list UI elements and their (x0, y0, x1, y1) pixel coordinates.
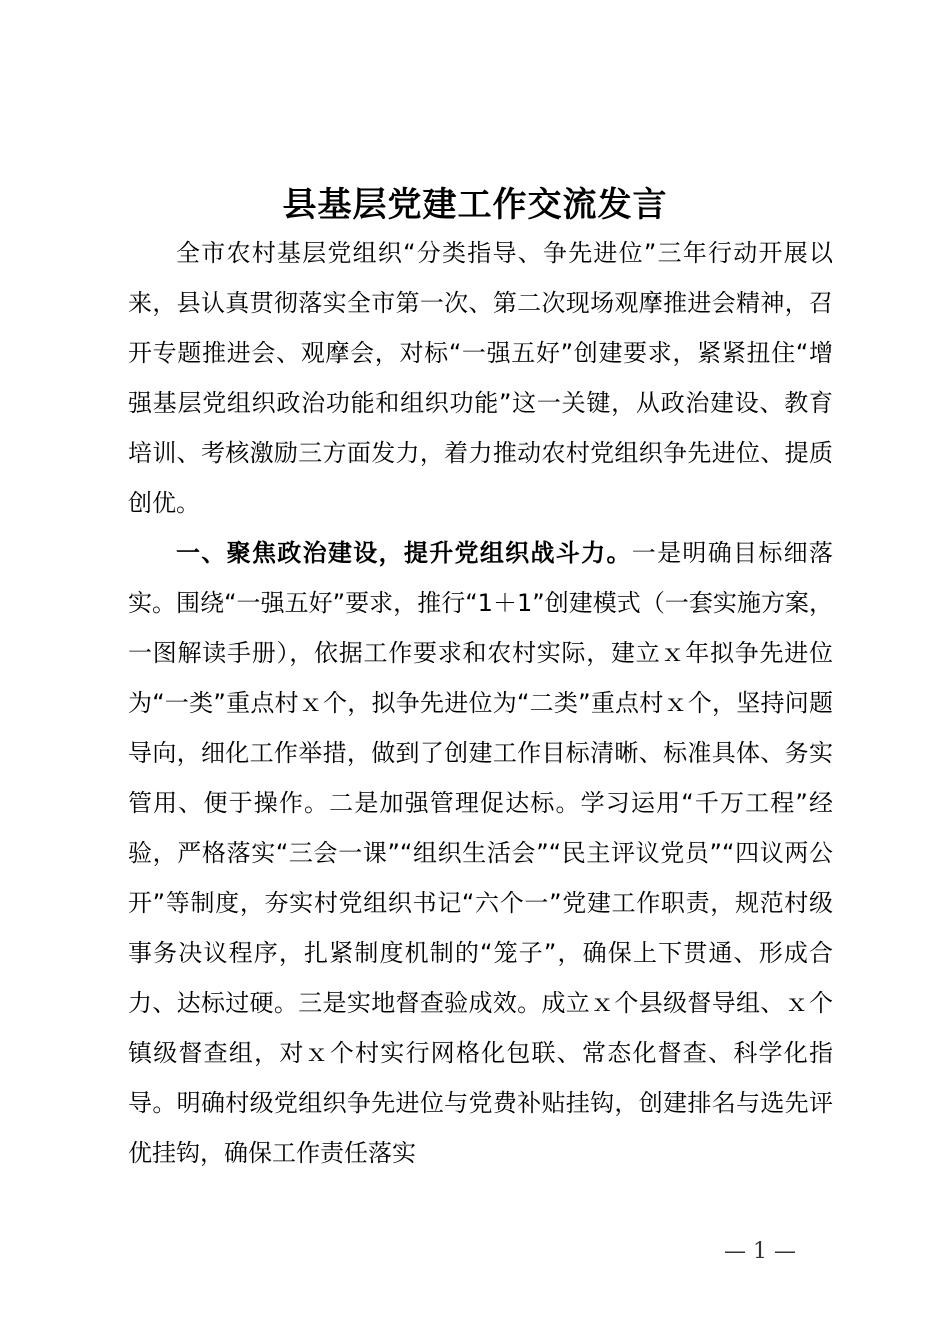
section-one-paragraph (128, 528, 833, 1178)
intro-paragraph: 全市农村基层党组织“分类指导、争先进位”三年行动开展以来，县认真贯彻落实全市第一次、第二次现场观摩推进会精神，召开专题推进会、观摩会，对标“一强五好”创建要求，紧紧扭住“增强基层党组织政治功能和组织功能”这一关键，从政治建设、教育培训、考核激励三方面发力，着力推动农村党组织争先进位、提质创优。 (128, 239, 833, 517)
section-one-body: 一是明确目标细落实。围绕“一强五好”要求，推行“1＋1”创建模式（一套实施方案，一图解读手册），依据工作要求和农村实际，建立ｘ年拟争先进位为“一类”重点村ｘ个，拟争先进位为“二类”重点村ｘ个，坚持问题导向，细化工作举措，做到了创建工作目标清晰、标准具体、务实管用、便于操作。二是加强管理促达标。学习运用“千万工程”经验，严格落实“三会一课”“组织生活会”“民主评议党员”“四议两公开”等制度，夯实村党组织书记“六个一”党建工作职责，规范村级事务决议程序，扎紧制度机制的“笼子”，确保上下贯通、形成合力、达标过硬。三是实地督查验成效。成立ｘ个县级督导组、ｘ个镇级督查组，对ｘ个村实行网格化包联、常态化督查、科学化指导。明确村级党组织争先进位与党费补贴挂钩，创建排名与选先评优挂钩，确保工作责任落实 (128, 539, 834, 1167)
page-number: — 1 — (724, 1239, 796, 1264)
section-one-heading: 一、聚焦政治建设，提升党组织战斗力。 (176, 539, 632, 567)
document-title: 县基层党建工作交流发言 (282, 185, 668, 225)
document-body (128, 228, 833, 1178)
